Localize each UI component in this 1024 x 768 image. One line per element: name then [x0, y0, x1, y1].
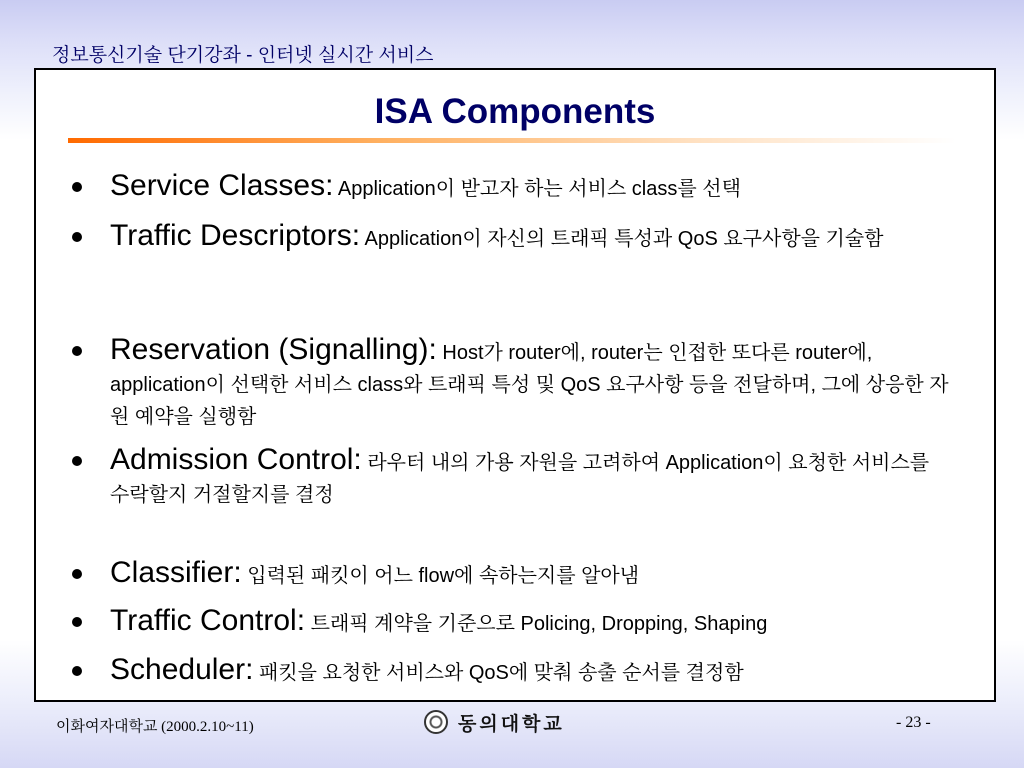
- bullet-scheduler: [72, 654, 952, 689]
- bullet-description: 입력된 패킷이 어느 flow에 속하는지를 알아냄: [247, 565, 640, 587]
- bullet-term: Admission Control:: [110, 443, 362, 476]
- bullet-reservation: [72, 334, 952, 433]
- bullet-term: Classifier:: [110, 556, 242, 589]
- bullet-term: Traffic Control:: [110, 604, 306, 637]
- bullet-traffic-descriptors: [72, 220, 952, 255]
- bullet-description: 라우터 내의 가용 자원을 고려하여 Application이 요청한 서비스를 수락할지 거절할지를 결정: [110, 452, 930, 506]
- bullet-description: Application이 받고자 하는 서비스 class를 선택: [337, 178, 741, 200]
- university-name: 동의대학교: [458, 713, 565, 735]
- bullet-term: Service Classes:: [110, 169, 334, 202]
- bullet-service-classes: [72, 170, 952, 205]
- bullet-dot-icon: [72, 182, 82, 192]
- bullet-dot-icon: [72, 456, 82, 466]
- bullet-description: Application이 자신의 트래픽 특성과 QoS 요구사항을 기술함: [364, 228, 884, 250]
- bullet-dot-icon: [72, 232, 82, 242]
- bullet-list: [36, 70, 994, 700]
- bullet-classifier: [72, 557, 952, 592]
- bullet-dot-icon: [72, 666, 82, 676]
- bullet-description: Host가 router에, router는 인접한 또다른 router에, application이 선택한 서비스 class와 트래픽 특성 및 QoS 요구사항 등을 전달하며, 그에 상응한 자원 예약을 실행함: [110, 342, 949, 428]
- slide-content-box: [34, 68, 996, 702]
- bullet-description: 패킷을 요청한 서비스와 QoS에 맞춰 송출 순서를 결정함: [259, 662, 744, 684]
- bullet-traffic-control: [72, 605, 952, 640]
- bullet-dot-icon: [72, 569, 82, 579]
- bullet-dot-icon: [72, 346, 82, 356]
- university-seal-icon: [424, 710, 448, 734]
- bullet-dot-icon: [72, 617, 82, 627]
- bullet-admission-control: [72, 444, 952, 511]
- bullet-term: Reservation (Signalling):: [110, 333, 437, 366]
- bullet-term: Traffic Descriptors:: [110, 219, 361, 252]
- slide-title: ISA Components: [374, 92, 656, 131]
- header-title: 정보통신기술 단기강좌 - 인터넷 실시간 서비스: [52, 45, 434, 66]
- bullet-term: Scheduler:: [110, 653, 254, 686]
- bullet-description: 트래픽 계약을 기준으로 Policing, Dropping, Shaping: [310, 613, 768, 635]
- footer-university-logo: [424, 708, 565, 736]
- page-number: - 23 -: [896, 714, 931, 731]
- footer-source: 이화여자대학교 (2000.2.10~11): [56, 719, 254, 735]
